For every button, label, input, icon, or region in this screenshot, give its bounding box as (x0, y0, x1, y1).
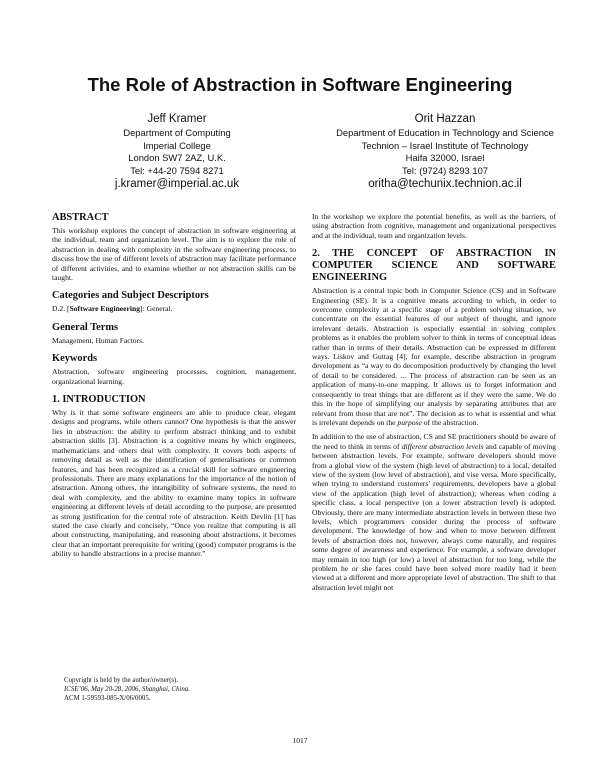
keywords-heading: Keywords (52, 353, 98, 365)
conference-line: ICSE’06, May 20-28, 2006, Shanghai, China. (64, 686, 190, 694)
left-column (52, 212, 296, 727)
author-name: Orit Hazzan (414, 113, 476, 125)
author-affiliation-line: Haifa 32000, Israel (405, 152, 485, 164)
author-email: j.kramer@imperial.ac.uk (114, 178, 240, 191)
author-email: oritha@techunix.technion.ac.il (368, 178, 522, 191)
author-affiliation-line: Department of Education in Technology and Science (336, 127, 554, 138)
workshop-paragraph: In the workshop we explore the potential benefits, as well as the barriers, of using abstraction from cognitive, management and organizational perspectives and at the individual, team and organization levels. (312, 212, 556, 240)
paper-title: The Role of Abstraction in Software Engineering (87, 74, 513, 95)
acm-line: ACM 1-59593-085-X/06/0005. (64, 695, 151, 703)
section2-heading: 2. THE CONCEPT OF ABSTRACTION IN COMPUTER SCIENCE AND SOFTWARE ENGINEERING (312, 248, 556, 284)
abstract-text: This workshop explores the concept of abstraction in software engineering at the individual, team and organization level. The aim is to explore the role of abstraction in dealing with complexity in the software engineering process, to discuss how the use of different levels of abstraction may facilitate performance of different activities, and to examine whether or not abstraction skills can be taught. (52, 226, 296, 283)
author-affiliation-line: Department of Computing (123, 127, 231, 138)
author-affiliation-line: Technion – Israel Institute of Technology (361, 139, 529, 151)
author-name: Jeff Kramer (147, 113, 207, 125)
author-affiliation-line: Tel: +44-20 7594 8271 (130, 164, 224, 176)
categories-text: D.2. [Software Engineering]: General. (52, 304, 173, 314)
page-number: 1017 (292, 736, 308, 745)
categories-heading: Categories and Subject Descriptors (52, 290, 209, 302)
right-column (312, 212, 556, 732)
abstract-heading: ABSTRACT (52, 212, 109, 223)
author-affiliation-line: Tel: (9724) 8293 107 (402, 164, 488, 176)
copyright-line: Copyright is held by the author/owner(s). (64, 677, 179, 684)
keywords-text: Abstraction, software engineering processes, cognition, management, organizational learning. (52, 367, 296, 386)
section2-paragraph2: In addition to the use of abstraction, CS and SE practitioners should be aware of the need to think in terms of different abstraction levels and capable of moving between abstraction levels. For example, software developers should move from a global view of the system (high level of abstraction) to a local, detailed view of the system (low level of abstraction), and vise versa. More specifically, when trying to understand customers’ requirements, developers have a global view of the application (high level of abstraction); whereas when coding a specific class, a local perspective (on a lower abstraction level) is adopted. Obviously, there are many intermediate abstraction levels in between these two levels, which programmers consider during the process of software development. The knowledge of how and when to move between different levels of abstraction does not, however, always come naturally, and requires some degree of awareness and experience. For example, a software developer may remain in too high (or low) a level of abstraction for too long, while the problem he or she faces could have been solved more readily had it been viewed at a different and more appropriate level of abstraction. The shift to that abstraction level might not (312, 432, 556, 592)
copyright-notice (64, 676, 294, 704)
introduction-text: Why is it that some software engineers are able to produce clear, elegant designs and programs, while others cannot? One hypothesis is that the answer lies in abstraction: the ability to perform abstract thinking and to exhibit abstraction skills [3]. Abstraction is a cognitive means by which engineers, mathematicians and others deal with complexity. It covers both aspects of removing detail as well as the identification of generalisations or common features, and has been recognized as a crucial skill for software engineering professionals. There are many explanations for the importance of the notion of abstraction. Among others, the intangibility of software systems, the need to deal with complexity, and the ability to examine many topics in software engineering at different levels of detail according to the purpose, are presented as strong justification for the central role of abstraction. Keith Devlin [1] has stated the case clearly and concisely, “Once you realize that computing is all about constructing, manipulating, and reasoning about abstractions, it becomes clear that an important prerequisite for writing (good) computer programs is the ability to handle abstractions in a precise manner.” (52, 408, 296, 559)
introduction-heading: 1. INTRODUCTION (52, 394, 146, 406)
general-terms-text: Management, Human Factors. (52, 335, 144, 345)
author-affiliation-line: London SW7 2AZ, U.K. (128, 152, 226, 164)
author-block-kramer (47, 112, 307, 192)
general-terms-heading: General Terms (52, 321, 119, 333)
author-block-hazzan (300, 112, 590, 192)
author-affiliation-line: Imperial College (143, 139, 211, 151)
section2-paragraph1: Abstraction is a central topic both in Computer Science (CS) and in Software Engineering (SE). It is a cognitive means according to which, in order to overcome complexity at a specific stage of a problem solving situation, we concentrate on the essential features of our subject of thought, and ignore irrelevant details. Abstraction is especially essential in solving complex problems as it enables the problem solver to think in terms of conceptual ideas rather than in terms of their details. Abstraction can be expressed in different ways. Liskov and Guttag [4], for example, describe abstraction in program development as “a way to do decomposition productively by changing the level of detail to be considered. ... The process of abstraction can be seen as an application of many-to-one mapping. It allows us to forget information and consequently to treat things that are different as if they were the same. We do this in the hope of simplifying our analysis by separating attributes that are relevant from those that are not”. The decision as to what is essential and what is irrelevant depends on the purpose of the abstraction. (312, 286, 556, 427)
